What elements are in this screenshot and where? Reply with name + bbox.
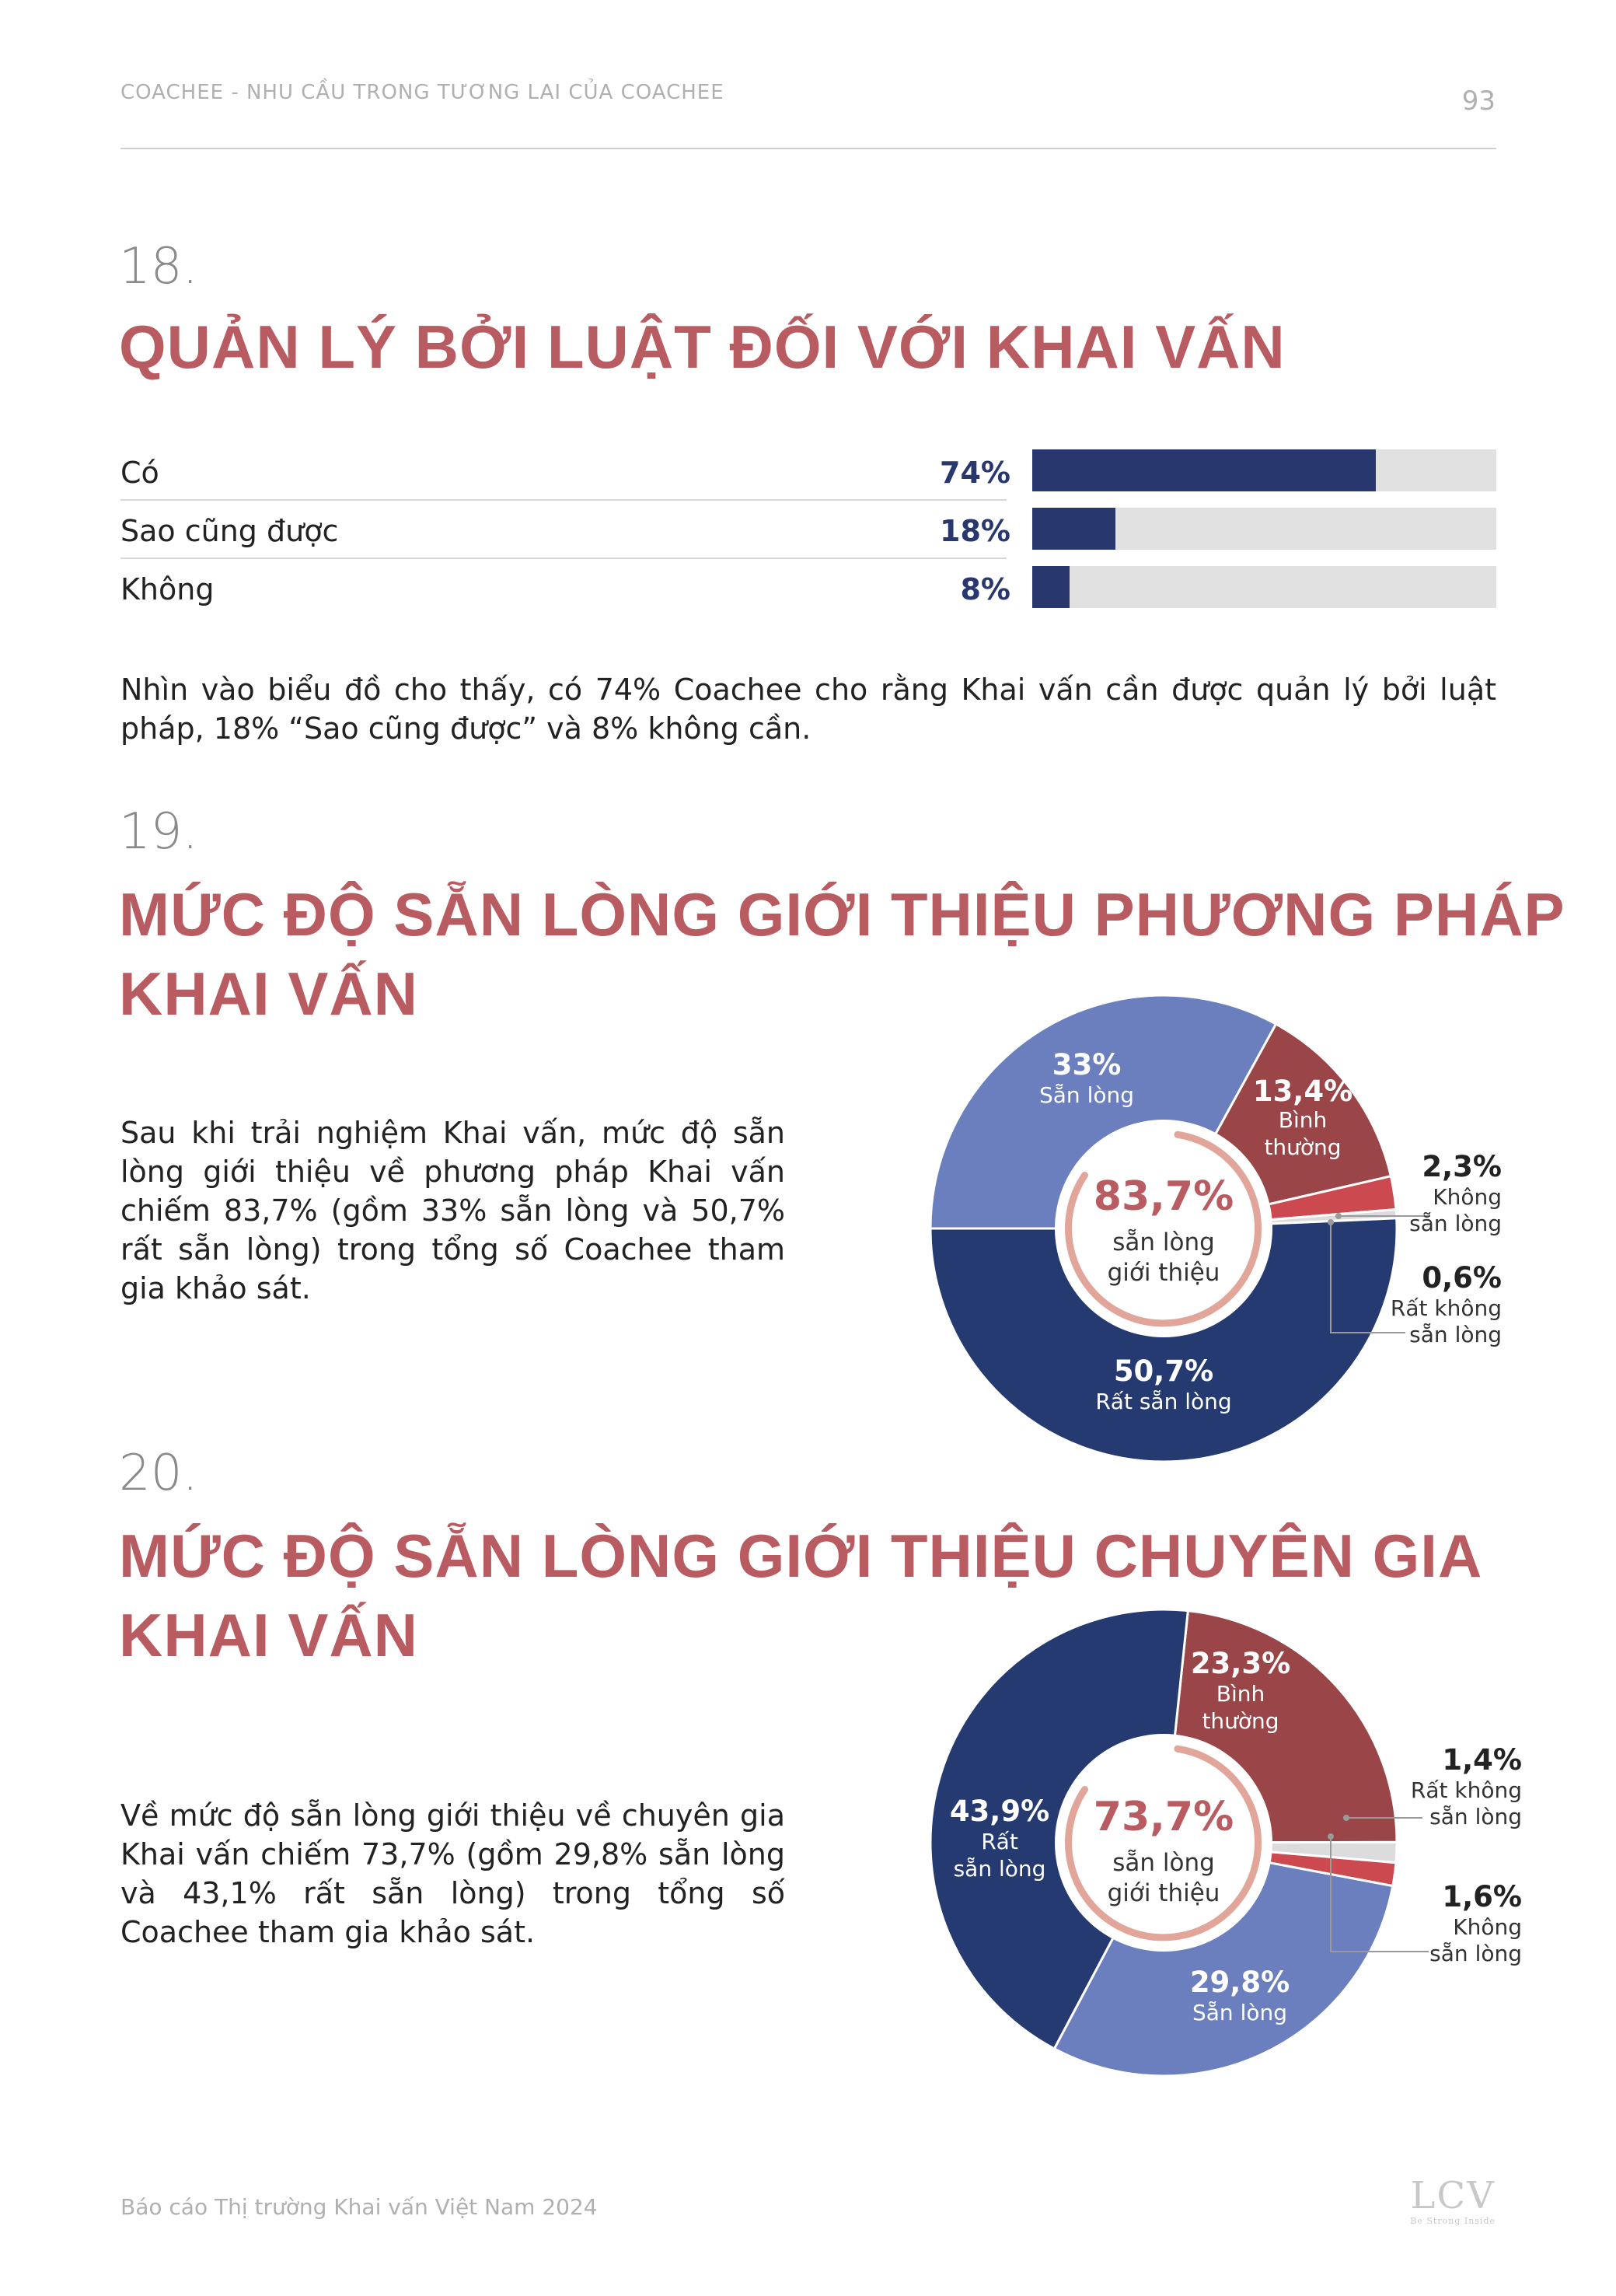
center-label-line1: sẵn lòng — [1112, 1849, 1215, 1877]
title-line: KHAI VẤN — [119, 1601, 419, 1669]
section-20-paragraph: Về mức độ sẵn lòng giới thiệu về chuyên gia Khai vấn chiếm 73,7% (gồm 29,8% sẵn lòng và 43,1% rất sẵn lòng) trong tổng số Coachee tham gia khảo sát. — [120, 1798, 785, 1949]
label-binh-thuong-pct: 23,3% — [1190, 1647, 1291, 1680]
label-binh-thuong-pct: 13,4% — [1252, 1075, 1353, 1108]
bar-track — [1032, 566, 1496, 608]
bar-percent: 74% — [940, 456, 1010, 490]
logo-wordmark: LCV — [1410, 2174, 1496, 2217]
label-khong-l2: sẵn lòng — [1429, 1941, 1522, 1966]
center-label-line1: sẵn lòng — [1112, 1228, 1215, 1256]
row-divider — [120, 499, 1007, 501]
section-number-19: 19. — [119, 803, 198, 861]
center-label-line2: giới thiệu — [1107, 1259, 1220, 1287]
bar-row-khong — [120, 566, 1496, 613]
running-header: COACHEE - NHU CẦU TRONG TƯƠNG LAI CỦA COACHEE — [120, 81, 724, 104]
label-khong-l1: Không — [1433, 1184, 1502, 1210]
logo-tagline: Be Strong Inside — [1410, 2216, 1496, 2226]
label-binh-thuong-l1: Bình — [1278, 1107, 1328, 1133]
label-khong-l2: sẵn lòng — [1409, 1211, 1502, 1236]
leader-dot — [1343, 1815, 1349, 1821]
center-value: 83,7% — [1093, 1173, 1234, 1220]
label-rat-san-long-l2: sẵn lòng — [953, 1856, 1046, 1882]
label-san-long-pct: 29,8% — [1189, 1966, 1290, 1999]
label-khong-pct: 1,6% — [1442, 1880, 1522, 1913]
donut-chart-19 — [894, 987, 1539, 1470]
center-value: 73,7% — [1093, 1794, 1234, 1840]
label-san-long-name: Sẵn lòng — [1038, 1082, 1135, 1108]
row-divider — [120, 557, 1007, 559]
label-khong-l1: Không — [1453, 1914, 1522, 1940]
section-number-20: 20. — [119, 1445, 198, 1502]
leader-dot — [1328, 1833, 1334, 1840]
label-rat-khong-l1: Rất không — [1410, 1777, 1522, 1803]
page-number: 93 — [1461, 86, 1496, 117]
label-binh-thuong-l2: thường — [1264, 1134, 1342, 1160]
label-rat-khong-l2: sẵn lòng — [1409, 1322, 1502, 1347]
bar-label: Có — [120, 456, 159, 490]
label-binh-thuong-l2: thường — [1202, 1708, 1279, 1734]
label-binh-thuong-l1: Bình — [1216, 1681, 1265, 1707]
bar-fill — [1032, 566, 1070, 608]
bar-label: Sao cũng được — [120, 514, 339, 548]
bar-row-sao-cung-duoc — [120, 508, 1496, 554]
title-line: KHAI VẤN — [119, 959, 419, 1028]
label-rat-khong-pct: 0,6% — [1422, 1261, 1502, 1295]
leader-dot — [1328, 1219, 1334, 1225]
bar-track — [1032, 449, 1496, 491]
bar-track — [1032, 508, 1496, 550]
bar-fill — [1032, 508, 1115, 550]
label-rat-san-long-pct: 50,7% — [1113, 1354, 1214, 1388]
bar-label: Không — [120, 572, 215, 606]
label-rat-san-long-l1: Rất — [981, 1829, 1018, 1854]
section-title-18: QUẢN LÝ BỞI LUẬT ĐỐI VỚI KHAI VẤN — [119, 313, 1286, 381]
label-rat-khong-l2: sẵn lòng — [1429, 1804, 1522, 1829]
header-divider — [120, 148, 1496, 149]
section-18-paragraph: Nhìn vào biểu đồ cho thấy, có 74% Coachee cho rằng Khai vấn cần được quản lý bởi luật pháp, 18% “Sao cũng được” và 8% không cần. — [120, 673, 1496, 746]
title-line: MỨC ĐỘ SẴN LÒNG GIỚI THIỆU CHUYÊN GIA — [119, 1522, 1483, 1590]
label-rat-san-long-pct: 43,9% — [949, 1795, 1050, 1828]
label-san-long-pct: 33% — [1052, 1048, 1122, 1082]
label-khong-pct: 2,3% — [1422, 1150, 1502, 1183]
section-19-paragraph: Sau khi trải nghiệm Khai vấn, mức độ sẵn lòng giới thiệu về phương pháp Khai vấn chiếm 83,7% (gồm 33% sẵn lòng và 50,7% rất sẵn lòng) trong tổng số Coachee tham gia khảo sát. — [120, 1116, 785, 1305]
footer-text: Báo cáo Thị trường Khai vấn Việt Nam 2024 — [120, 2194, 598, 2220]
label-san-long-name: Sẵn lòng — [1192, 2000, 1288, 2025]
center-label-line2: giới thiệu — [1107, 1879, 1220, 1907]
label-rat-san-long-name: Rất sẵn lòng — [1095, 1389, 1232, 1414]
bar-fill — [1032, 449, 1376, 491]
label-rat-khong-l1: Rất không — [1390, 1295, 1502, 1321]
bar-percent: 18% — [940, 514, 1010, 548]
bar-percent: 8% — [960, 572, 1010, 606]
bar-row-co — [120, 449, 1496, 496]
label-rat-khong-pct: 1,4% — [1442, 1743, 1522, 1777]
leader-dot — [1335, 1213, 1342, 1219]
title-line: MỨC ĐỘ SẴN LÒNG GIỚI THIỆU PHƯƠNG PHÁP — [119, 880, 1565, 949]
section-number-18: 18. — [119, 238, 198, 295]
donut-chart-20 — [894, 1602, 1539, 2099]
lcv-logo — [1410, 2175, 1496, 2226]
donut-hole — [1055, 1734, 1272, 1952]
